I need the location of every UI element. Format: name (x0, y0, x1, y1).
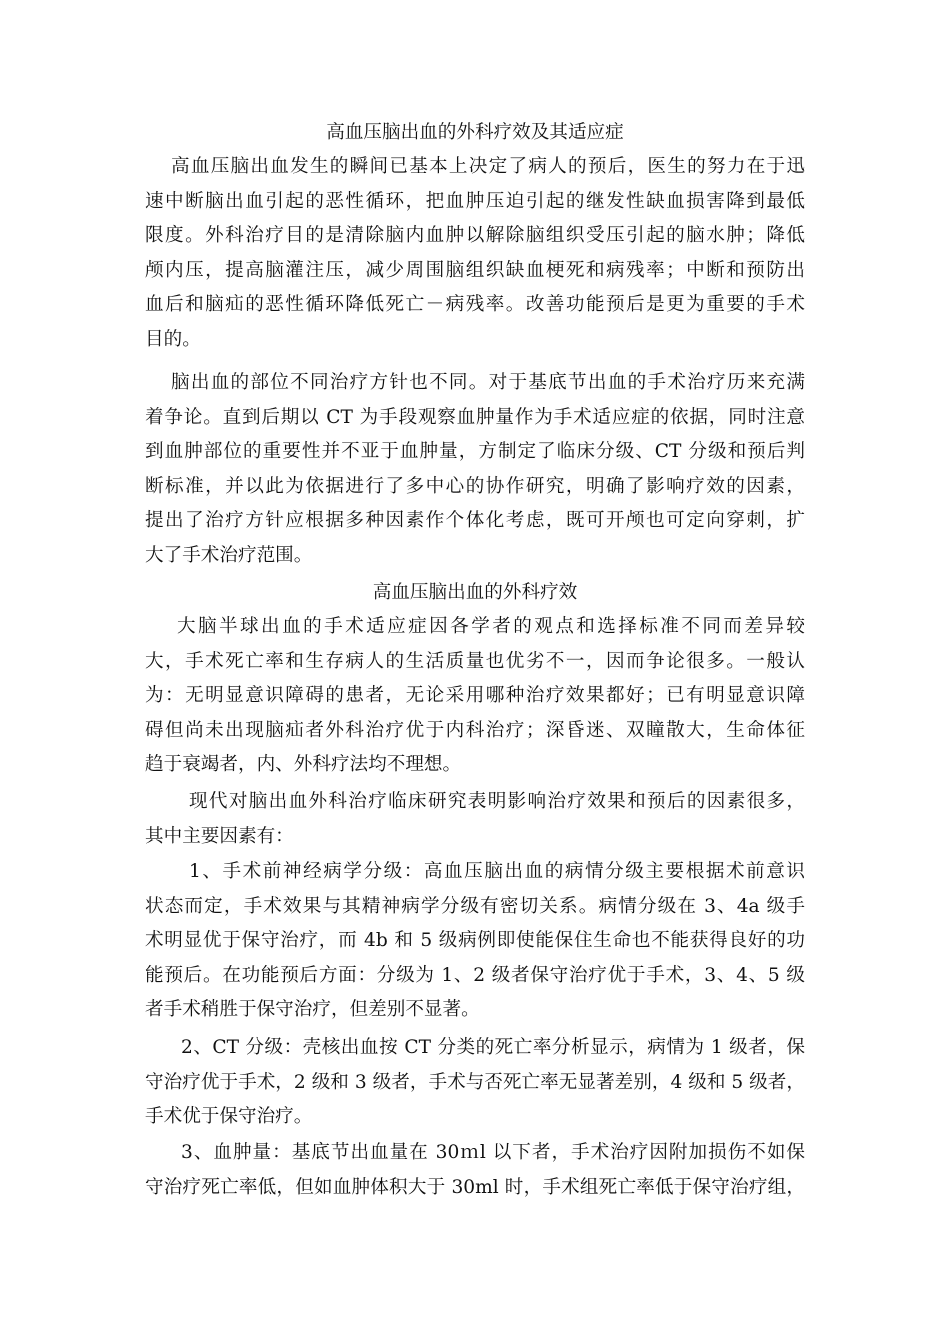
paragraph-3 (145, 610, 805, 783)
text-line: 现代对脑出血外科治疗临床研究表明影响治疗效果和预后的因素很多， (189, 791, 805, 812)
text-line: 到血肿部位的重要性并不亚于血肿量，方制定了临床分级、CT 分级和预后判 (145, 441, 805, 462)
text-line: 速中断脑出血引起的恶性循环，把血肿压迫引起的继发性缺血损害降到最低 (145, 190, 805, 212)
text-line: 碍但尚未出现脑疝者外科治疗优于内科治疗；深昏迷、双瞳散大，生命体征 (145, 719, 805, 741)
text-line: 能预后。在功能预后方面：分级为 1、2 级者保守治疗优于手术，3、4、5 级 (145, 964, 805, 986)
text-line: 者手术稍胜于保守治疗，但差别不显著。 (145, 999, 480, 1020)
text-line: 守治疗优于手术，2 级和 3 级者，手术与否死亡率无显著差别，4 级和 5 级者， (145, 1071, 805, 1093)
text-line: 手术优于保守治疗。 (145, 1106, 313, 1127)
text-line: 着争论。直到后期以 CT 为手段观察血肿量作为手术适应症的依据，同时注意 (145, 406, 805, 428)
text-line: 目的。 (145, 328, 201, 350)
paragraph-6 (145, 1031, 805, 1135)
text-line: 限度。外科治疗目的是清除脑内血肿以解除脑组织受压引起的脑水肿；降低 (145, 225, 805, 246)
text-line: 1、手术前神经病学分级：高血压脑出血的病情分级主要根据术前意识 (189, 861, 805, 882)
text-line: 大了手术治疗范围。 (145, 544, 313, 566)
paragraph-2 (145, 366, 805, 573)
text-line: 脑出血的部位不同治疗方针也不同。对于基底节出血的手术治疗历来充满 (171, 372, 805, 393)
text-line: 2、CT 分级：壳核出血按 CT 分类的死亡率分析显示，病情为 1 级者，保 (181, 1037, 805, 1058)
text-line: 大脑半球出血的手术适应症因各学者的观点和选择标准不同而差异较 (177, 616, 805, 637)
text-line: 颅内压，提高脑灌注压，减少周围脑组织缺血梗死和病残率；中断和预防出 (145, 259, 805, 281)
text-line: 3、血肿量：基底节出血量在 30ｍl 以下者，手术治疗因附加损伤不如保 (181, 1142, 805, 1163)
text-line: 术明显优于保守治疗，而 4b 和 5 级病例即使能保住生命也不能获得良好的功 (145, 930, 805, 951)
text-line: 状态而定，手术效果与其精神病学分级有密切关系。病情分级在 3、4a 级手 (145, 895, 805, 917)
document-title: 高血压脑出血的外科疗效及其适应症 (326, 122, 624, 143)
text-line: 提出了治疗方针应根据多种因素作个体化考虑，既可开颅也可定向穿刺，扩 (145, 510, 805, 531)
text-line: 高血压脑出血发生的瞬间已基本上决定了病人的预后，医生的努力在于迅 (171, 156, 805, 177)
section-title: 高血压脑出血的外科疗效 (372, 582, 578, 603)
text-line: 大，手术死亡率和生存病人的生活质量也优劣不一，因而争论很多。一般认 (145, 650, 805, 672)
text-line: 为：无明显意识障碍的患者，无论采用哪种治疗效果都好；已有明显意识障 (145, 685, 805, 706)
paragraph-4 (145, 785, 805, 854)
text-line: 其中主要因素有： (145, 825, 294, 847)
paragraph-7 (145, 1136, 805, 1205)
text-line: 断标准，并以此为依据进行了多中心的协作研究，明确了影响疗效的因素， (145, 475, 805, 497)
text-line: 守治疗死亡率低，但如血肿体积大于 30ml 时，手术组死亡率低于保守治疗组， (145, 1176, 805, 1198)
paragraph-1 (145, 150, 805, 357)
paragraph-5 (145, 855, 805, 1028)
text-line: 趋于衰竭者，内、外科疗法均不理想。 (145, 754, 462, 775)
text-line: 血后和脑疝的恶性循环降低死亡－病残率。改善功能预后是更为重要的手术 (145, 294, 805, 315)
